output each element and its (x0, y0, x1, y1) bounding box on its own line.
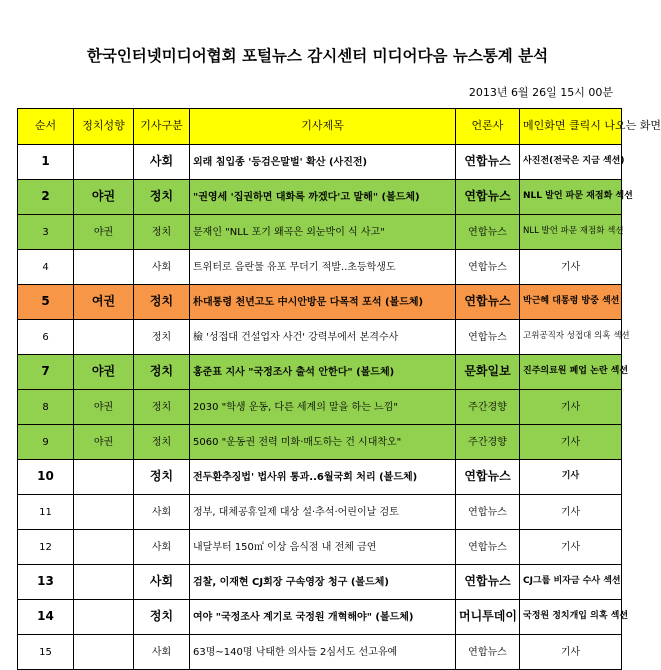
row-political-lean (74, 145, 134, 180)
row-number: 1 (18, 145, 74, 180)
row-article-title[interactable]: 5060 "운동권 전력 미화·매도하는 건 시대착오" (190, 425, 456, 460)
header-category: 기사구분 (134, 109, 190, 145)
row-political-lean (74, 600, 134, 635)
row-political-lean (74, 565, 134, 600)
table-row (18, 145, 622, 180)
table-row (18, 565, 622, 600)
row-political-lean: 야권 (74, 355, 134, 390)
row-article-title[interactable]: 홍준표 지사 "국정조사 출석 안한다" (볼드체) (190, 355, 456, 390)
row-publisher: 연합뉴스 (456, 320, 520, 355)
table-row (18, 285, 622, 320)
table-row (18, 530, 622, 565)
row-main-screen: 박근혜 대통령 방중 섹션 (520, 285, 622, 320)
row-category: 정치 (134, 460, 190, 495)
row-publisher: 연합뉴스 (456, 145, 520, 180)
row-publisher: 연합뉴스 (456, 565, 520, 600)
row-category: 사회 (134, 635, 190, 670)
row-main-screen: 기사 (520, 250, 622, 285)
row-publisher: 연합뉴스 (456, 635, 520, 670)
row-article-title[interactable]: 검찰, 이재현 CJ회장 구속영장 청구 (볼드체) (190, 565, 456, 600)
table-row (18, 250, 622, 285)
row-category: 정치 (134, 320, 190, 355)
row-category: 사회 (134, 250, 190, 285)
row-political-lean: 야권 (74, 215, 134, 250)
header-main-screen: 메인화면 클릭시 나오는 화면 (520, 109, 622, 145)
row-main-screen: 기사 (520, 635, 622, 670)
row-number: 11 (18, 495, 74, 530)
row-main-screen: NLL 발언 파문 재점화 섹션 (520, 215, 622, 250)
table-row (18, 425, 622, 460)
row-political-lean (74, 530, 134, 565)
row-publisher: 문화일보 (456, 355, 520, 390)
row-category: 정치 (134, 390, 190, 425)
row-category: 정치 (134, 355, 190, 390)
row-article-title[interactable]: 檢 '성접대 건설업자 사건' 강력부에서 본격수사 (190, 320, 456, 355)
row-article-title[interactable]: 정부, 대체공휴일제 대상 설·추석·어린이날 검토 (190, 495, 456, 530)
row-political-lean: 야권 (74, 425, 134, 460)
row-article-title[interactable]: 여야 "국정조사 계기로 국정원 개혁해야" (볼드체) (190, 600, 456, 635)
row-category: 정치 (134, 600, 190, 635)
row-publisher: 연합뉴스 (456, 180, 520, 215)
row-number: 14 (18, 600, 74, 635)
row-main-screen: 기사 (520, 460, 622, 495)
row-publisher: 연합뉴스 (456, 460, 520, 495)
row-political-lean: 야권 (74, 390, 134, 425)
row-main-screen: 국정원 정치개입 의혹 섹션 (520, 600, 622, 635)
row-publisher: 연합뉴스 (456, 530, 520, 565)
row-publisher: 머니투데이 (456, 600, 520, 635)
row-category: 사회 (134, 495, 190, 530)
row-category: 사회 (134, 530, 190, 565)
header-political-lean: 정치성향 (74, 109, 134, 145)
row-number: 9 (18, 425, 74, 460)
row-publisher: 연합뉴스 (456, 495, 520, 530)
row-article-title[interactable]: 트위터로 음란물 유포 무더기 적발..초등학생도 (190, 250, 456, 285)
row-number: 3 (18, 215, 74, 250)
row-number: 13 (18, 565, 74, 600)
row-article-title[interactable]: "권영세 '집권하면 대화록 까겠다'고 말해" (볼드체) (190, 180, 456, 215)
row-main-screen: 진주의료원 폐업 논란 섹션 (520, 355, 622, 390)
row-number: 8 (18, 390, 74, 425)
row-main-screen: 기사 (520, 495, 622, 530)
row-number: 7 (18, 355, 74, 390)
row-publisher: 연합뉴스 (456, 250, 520, 285)
row-article-title[interactable]: 전두환추징법' 법사위 통과..6월국회 처리 (볼드체) (190, 460, 456, 495)
row-number: 12 (18, 530, 74, 565)
row-main-screen: 고위공직자 성접대 의혹 섹션 (520, 320, 622, 355)
row-political-lean: 여권 (74, 285, 134, 320)
row-category: 정치 (134, 215, 190, 250)
row-number: 6 (18, 320, 74, 355)
table-row (18, 355, 622, 390)
row-category: 사회 (134, 145, 190, 180)
table-row (18, 460, 622, 495)
row-article-title[interactable]: 63명~140명 낙태한 의사들 2심서도 선고유예 (190, 635, 456, 670)
row-political-lean: 야권 (74, 180, 134, 215)
row-number: 5 (18, 285, 74, 320)
row-main-screen: 기사 (520, 425, 622, 460)
row-article-title[interactable]: 내달부터 150㎡ 이상 음식점 내 전체 금연 (190, 530, 456, 565)
row-category: 정치 (134, 180, 190, 215)
table-row (18, 320, 622, 355)
row-main-screen: NLL 발언 파문 재점화 섹션 (520, 180, 622, 215)
header-publisher: 언론사 (456, 109, 520, 145)
table-row (18, 495, 622, 530)
row-publisher: 주간경향 (456, 425, 520, 460)
row-number: 4 (18, 250, 74, 285)
row-political-lean (74, 320, 134, 355)
row-political-lean (74, 460, 134, 495)
header-article-title: 기사제목 (190, 109, 456, 145)
table-header-row (18, 109, 622, 145)
row-political-lean (74, 250, 134, 285)
report-title: 한국인터넷미디어협회 포털뉴스 감시센터 미디어다음 뉴스통계 분석 (86, 47, 549, 65)
table-row (18, 635, 622, 670)
row-main-screen: 기사 (520, 530, 622, 565)
row-category: 사회 (134, 565, 190, 600)
row-category: 정치 (134, 425, 190, 460)
row-publisher: 연합뉴스 (456, 215, 520, 250)
row-publisher: 연합뉴스 (456, 285, 520, 320)
table-row (18, 390, 622, 425)
table-row (18, 600, 622, 635)
header-number: 순서 (18, 109, 74, 145)
report-date: 2013년 6월 26일 15시 00분 (468, 86, 613, 99)
row-main-screen: 사진전(전국은 지금 섹션) (520, 145, 622, 180)
row-article-title[interactable]: 외래 침입종 '등검은말벌' 확산 (사진전) (190, 145, 456, 180)
row-main-screen: 기사 (520, 390, 622, 425)
table-row (18, 180, 622, 215)
row-publisher: 주간경향 (456, 390, 520, 425)
row-main-screen: CJ그룹 비자금 수사 섹션 (520, 565, 622, 600)
row-category: 정치 (134, 285, 190, 320)
row-article-title[interactable]: 2030 "학생 운동, 다른 세계의 말을 하는 느낌" (190, 390, 456, 425)
row-political-lean (74, 495, 134, 530)
row-number: 15 (18, 635, 74, 670)
row-article-title[interactable]: 문재인 "NLL 포기 왜곡은 외눈박이 식 사고" (190, 215, 456, 250)
row-number: 2 (18, 180, 74, 215)
row-political-lean (74, 635, 134, 670)
news-stats-table (17, 108, 661, 670)
row-article-title[interactable]: 朴대통령 천년고도 中시안방문 다목적 포석 (볼드체) (190, 285, 456, 320)
table-row (18, 215, 622, 250)
row-number: 10 (18, 460, 74, 495)
